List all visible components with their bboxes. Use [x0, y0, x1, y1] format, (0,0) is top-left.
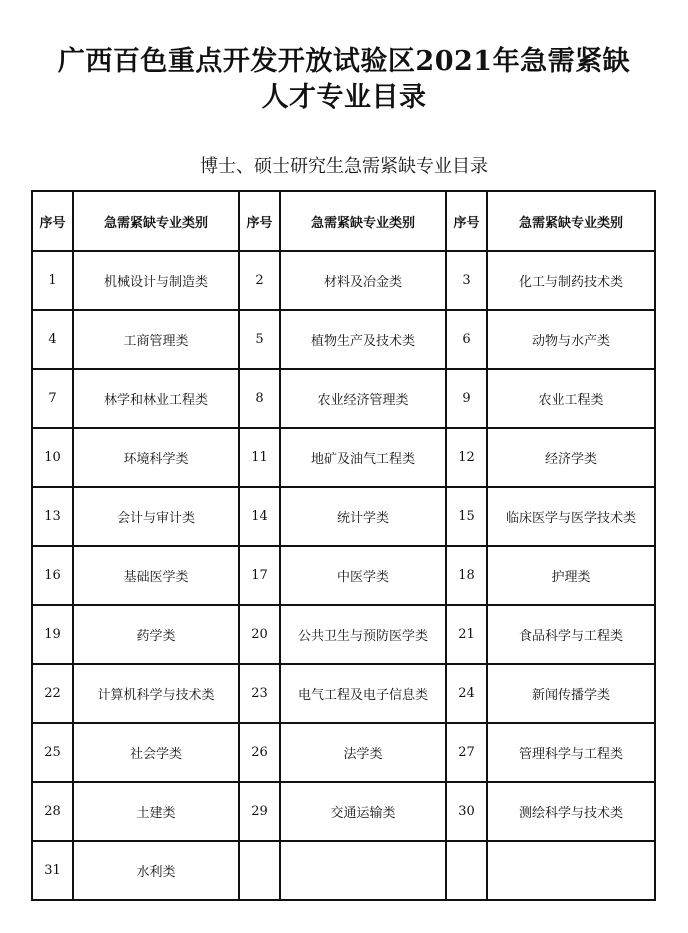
serial-cell: 6 — [446, 310, 487, 369]
serial-cell: 26 — [239, 723, 280, 782]
serial-cell: 16 — [32, 546, 73, 605]
serial-cell: 21 — [446, 605, 487, 664]
serial-cell: 12 — [446, 428, 487, 487]
category-cell: 动物与水产类 — [487, 310, 655, 369]
serial-cell: 31 — [32, 841, 73, 900]
category-cell: 统计学类 — [280, 487, 446, 546]
table-row — [32, 782, 655, 841]
header-row — [32, 191, 655, 251]
serial-cell: 19 — [32, 605, 73, 664]
header-category-2: 急需紧缺专业类别 — [280, 191, 446, 251]
serial-cell: 9 — [446, 369, 487, 428]
serial-cell: 24 — [446, 664, 487, 723]
table-row — [32, 546, 655, 605]
serial-cell: 4 — [32, 310, 73, 369]
serial-cell: 7 — [32, 369, 73, 428]
serial-cell: 22 — [32, 664, 73, 723]
header-category-3: 急需紧缺专业类别 — [487, 191, 655, 251]
table-row — [32, 605, 655, 664]
serial-cell: 27 — [446, 723, 487, 782]
serial-cell: 28 — [32, 782, 73, 841]
header-category-1: 急需紧缺专业类别 — [73, 191, 239, 251]
serial-cell — [239, 841, 280, 900]
table-row — [32, 369, 655, 428]
header-serial-3: 序号 — [446, 191, 487, 251]
category-cell: 中医学类 — [280, 546, 446, 605]
category-cell: 新闻传播学类 — [487, 664, 655, 723]
category-cell: 管理科学与工程类 — [487, 723, 655, 782]
serial-cell: 11 — [239, 428, 280, 487]
category-cell: 化工与制药技术类 — [487, 251, 655, 310]
category-cell: 计算机科学与技术类 — [73, 664, 239, 723]
title-line-2: 人才专业目录 — [261, 82, 427, 113]
serial-cell: 13 — [32, 487, 73, 546]
table-row — [32, 310, 655, 369]
document-title — [0, 44, 688, 116]
serial-cell: 25 — [32, 723, 73, 782]
category-cell: 会计与审计类 — [73, 487, 239, 546]
table-body — [32, 251, 655, 900]
header-serial-2: 序号 — [239, 191, 280, 251]
table-row — [32, 428, 655, 487]
serial-cell: 29 — [239, 782, 280, 841]
serial-cell: 2 — [239, 251, 280, 310]
category-cell: 经济学类 — [487, 428, 655, 487]
category-cell: 地矿及油气工程类 — [280, 428, 446, 487]
category-cell: 工商管理类 — [73, 310, 239, 369]
serial-cell: 20 — [239, 605, 280, 664]
category-cell: 临床医学与医学技术类 — [487, 487, 655, 546]
table-row — [32, 723, 655, 782]
serial-cell: 23 — [239, 664, 280, 723]
serial-cell: 5 — [239, 310, 280, 369]
category-cell: 测绘科学与技术类 — [487, 782, 655, 841]
category-cell: 材料及冶金类 — [280, 251, 446, 310]
category-cell: 水利类 — [73, 841, 239, 900]
category-cell — [487, 841, 655, 900]
table-row — [32, 841, 655, 900]
serial-cell: 15 — [446, 487, 487, 546]
category-cell: 土建类 — [73, 782, 239, 841]
serial-cell — [446, 841, 487, 900]
serial-cell: 3 — [446, 251, 487, 310]
category-cell: 电气工程及电子信息类 — [280, 664, 446, 723]
serial-cell: 8 — [239, 369, 280, 428]
category-cell: 交通运输类 — [280, 782, 446, 841]
table-subtitle: 博士、硕士研究生急需紧缺专业目录 — [200, 156, 488, 177]
serial-cell: 17 — [239, 546, 280, 605]
category-cell: 农业经济管理类 — [280, 369, 446, 428]
category-cell: 农业工程类 — [487, 369, 655, 428]
category-cell: 林学和林业工程类 — [73, 369, 239, 428]
category-cell: 法学类 — [280, 723, 446, 782]
table-row — [32, 487, 655, 546]
title-line-1: 广西百色重点开发开放试验区2021年急需紧缺 — [57, 46, 631, 77]
category-cell: 护理类 — [487, 546, 655, 605]
category-cell: 环境科学类 — [73, 428, 239, 487]
category-cell: 机械设计与制造类 — [73, 251, 239, 310]
category-cell: 植物生产及技术类 — [280, 310, 446, 369]
category-cell — [280, 841, 446, 900]
serial-cell: 18 — [446, 546, 487, 605]
category-cell: 基础医学类 — [73, 546, 239, 605]
table-row — [32, 664, 655, 723]
category-cell: 公共卫生与预防医学类 — [280, 605, 446, 664]
header-serial-1: 序号 — [32, 191, 73, 251]
serial-cell: 14 — [239, 487, 280, 546]
serial-cell: 30 — [446, 782, 487, 841]
serial-cell: 1 — [32, 251, 73, 310]
category-cell: 食品科学与工程类 — [487, 605, 655, 664]
category-cell: 药学类 — [73, 605, 239, 664]
serial-cell: 10 — [32, 428, 73, 487]
major-directory-table — [31, 190, 656, 901]
table-row — [32, 251, 655, 310]
category-cell: 社会学类 — [73, 723, 239, 782]
